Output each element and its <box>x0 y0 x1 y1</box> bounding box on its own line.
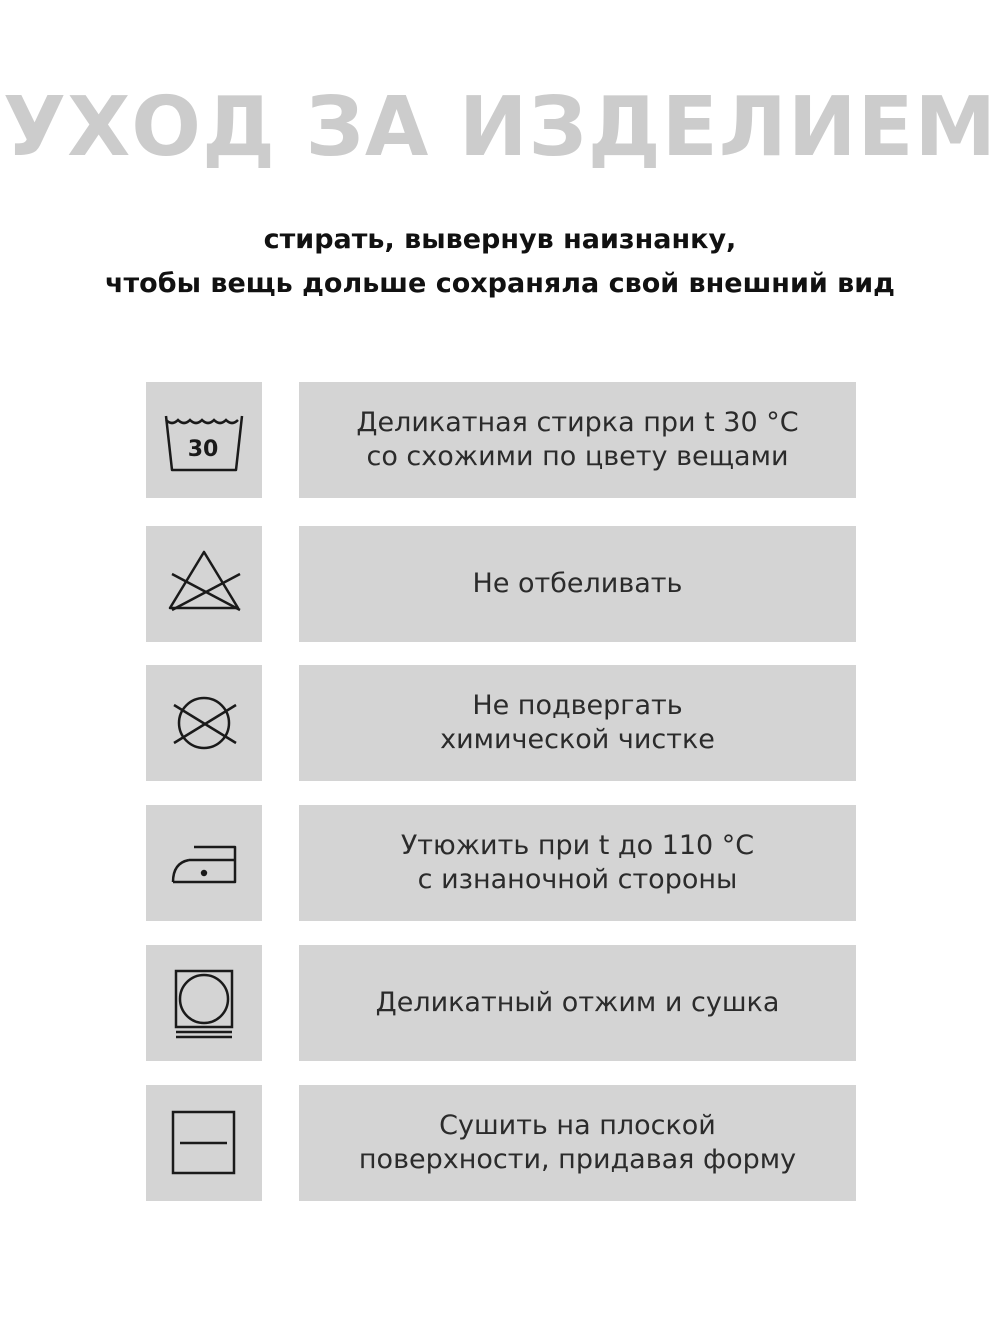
subtitle-line-2: чтобы вещь дольше сохраняла свой внешний вид <box>104 268 895 299</box>
subtitle-line-1: стирать, вывернув наизнанку, <box>263 224 737 255</box>
care-text-line-1: Утюжить при t до 110 °C <box>400 830 755 861</box>
care-text-line-1: Не подвергать <box>472 690 683 721</box>
care-icon-box-dry-clean <box>146 665 262 781</box>
care-icon-box-wash <box>146 382 262 498</box>
care-text-line-2: поверхности, придавая форму <box>358 1144 797 1175</box>
wash-temperature-label: 30 <box>187 437 219 462</box>
care-icon-box-dry-flat <box>146 1085 262 1201</box>
care-text-box-dry-clean <box>299 665 856 781</box>
dry-flat-icon <box>146 1085 262 1201</box>
care-text-box-iron <box>299 805 856 921</box>
wash-30-icon <box>146 382 262 498</box>
page-subtitle <box>0 218 1000 306</box>
care-icon-box-iron <box>146 805 262 921</box>
no-bleach-icon <box>146 526 262 642</box>
care-text-line-1: Не отбеливать <box>472 568 683 599</box>
care-text-box-dry-flat <box>299 1085 856 1201</box>
care-text-line-1: Сушить на плоской <box>439 1110 716 1141</box>
care-text-line-1: Деликатный отжим и сушка <box>375 987 780 1018</box>
tumble-dry-gentle-icon <box>146 945 262 1061</box>
care-text-line-2: химической чистке <box>440 724 715 755</box>
care-text-box-wash <box>299 382 856 498</box>
care-text-box-tumble-dry <box>299 945 856 1061</box>
care-text-line-1: Деликатная стирка при t 30 °C <box>356 407 799 438</box>
no-dry-clean-icon <box>146 665 262 781</box>
iron-low-icon <box>146 805 262 921</box>
care-icon-box-bleach <box>146 526 262 642</box>
page-title: УХОД ЗА ИЗДЕЛИЕМ <box>2 80 998 175</box>
care-text-line-2: с изнаночной стороны <box>417 864 738 895</box>
care-text-line-2: со схожими по цвету вещами <box>366 441 789 472</box>
care-icon-box-tumble-dry <box>146 945 262 1061</box>
care-text-box-bleach <box>299 526 856 642</box>
